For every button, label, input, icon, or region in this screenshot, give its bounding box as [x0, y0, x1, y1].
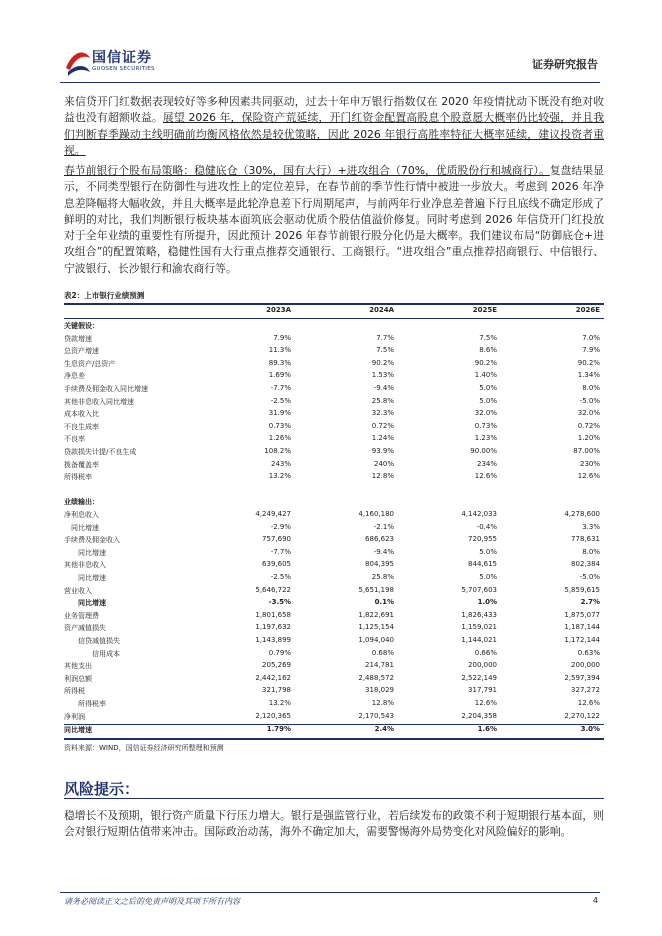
row-label: 手续费及佣金收入: [64, 536, 120, 545]
table-cell: 108.2%: [264, 447, 291, 455]
table-cell: 0.68%: [371, 648, 394, 657]
table-cell: 2,597,394: [564, 673, 600, 682]
table-cell: 1.40%: [474, 371, 497, 380]
row-label: 拨备覆盖率: [64, 460, 99, 469]
table-cell: 4,142,033: [461, 510, 497, 518]
brand-name-en: GUOSEN SECURITIES: [92, 66, 155, 72]
table-row: [64, 371, 604, 383]
table-cell: -7.7%: [270, 384, 291, 392]
table-cell: 25.8%: [371, 573, 394, 581]
footer-divider: [60, 892, 600, 893]
table-cell: -5.0%: [579, 573, 600, 581]
table-cell: 7.5%: [376, 346, 394, 355]
row-label: 信用成本: [64, 649, 120, 658]
row-label: 不良率: [64, 435, 85, 444]
row-label: 业务管理费: [64, 611, 99, 620]
table-cell: 2,442,162: [255, 673, 291, 682]
table-cell: 5,707,603: [461, 585, 497, 594]
table-row: [64, 674, 604, 686]
table-row: [64, 686, 604, 698]
table-cell: 12.8%: [371, 699, 394, 707]
table-cell: 5,646,722: [255, 585, 291, 594]
row-label: 总资产增速: [64, 347, 99, 356]
table-cell: 1,801,658: [255, 610, 291, 619]
table-cell: 4,160,180: [358, 510, 394, 518]
row-label: 信贷减值损失: [64, 637, 120, 645]
table-cell: 0.73%: [268, 421, 291, 430]
table-cell: 321,798: [262, 686, 291, 695]
table-cell: 12.6%: [474, 472, 497, 481]
table-cell: 7.7%: [376, 333, 394, 342]
table-cell: 230%: [579, 459, 600, 468]
table-cell: 1,094,040: [358, 636, 394, 644]
table-cell: 1,144,021: [461, 636, 497, 644]
table-cell: -9.4%: [373, 547, 394, 556]
table-cell: 5.0%: [479, 396, 497, 405]
row-label: 其他非息收入同比增速: [64, 397, 134, 406]
paragraph-seasonal-review-text: 来信贷开门红数据表现较好等多种因素共同驱动，过去十年申万银行指数仅在 2020 年疫情扰动下既没有绝对收益也没有超额收益。: [64, 95, 604, 125]
table-cell: 318,029: [365, 686, 394, 695]
table-row: [64, 359, 604, 371]
row-label: 利润总额: [64, 674, 92, 683]
table-row: [64, 661, 604, 673]
strategy-heading: 春节前银行个股布局策略：稳健底仓（30%，国有大行）+进攻组合（70%，优质股份行和城商行）。: [64, 164, 550, 177]
risk-paragraph: 稳增长不及预期，银行资产质量下行压力增大。银行是强监管行业，若后续发布的政策不利于短期银行基本面，则会对银行短期估值带来冲击。国际政治动荡，海外不确定加大，需要警惕海外局势变化对风险偏好的影响。: [64, 809, 604, 839]
table-cell: 13.2%: [268, 699, 291, 707]
table-cell: 0.63%: [577, 648, 600, 657]
table-cell: 639,605: [262, 560, 291, 569]
table-cell: 0.73%: [474, 421, 497, 430]
row-label: 营业收入: [64, 586, 92, 595]
table-cell: 844,615: [468, 560, 497, 569]
table-cell: 25.8%: [371, 396, 394, 405]
column-header-2026e: 2026E: [575, 306, 600, 314]
table-cell: 4,249,427: [255, 510, 291, 518]
brand-name-cn: 国信证券: [92, 50, 152, 66]
footer-disclaimer: 请务必阅读正文之后的免责声明及其项下所有内容: [64, 897, 240, 906]
table-cell: 2,170,543: [358, 711, 394, 720]
table-cell: 1.26%: [268, 434, 291, 443]
table-cell: 1,172,144: [564, 636, 600, 644]
table-cell: 0.72%: [577, 421, 600, 430]
row-label: 同比增速: [64, 726, 92, 735]
table-cell: 234%: [476, 459, 497, 468]
table-cell: 5,859,615: [564, 585, 600, 594]
table-cell: 2.7%: [580, 598, 600, 607]
table-cell: 1,187,144: [564, 623, 600, 632]
strategy-body: 复盘结果显示，不同类型银行在防御性与进攻性上的定位差异，在春节前的季节性行情中被进一步放大。考虑到 2026 年净息差降幅将大幅收敛，并且大概率是此轮净息差下行周期尾声，与前两年行业净息差普遍下行且底线不确定形成了鲜明的对比，我们判断银行板块基本面筑底会驱动优质个股估值溢价修复。同时考虑到 2026 年信贷开门红投放对于全年业绩的重要性有所提升，因此预计 2026 年春节前银行股分化仍是大概率。我们建议布局“防御底仓+进攻组合”的配置策略，稳健性国有大行重点推荐交通银行、工商银行。“进攻组合”重点推荐招商银行、中信银行、宁波银行、长沙银行和渝农商行等。: [64, 164, 605, 275]
table-cell: 1.23%: [474, 434, 497, 443]
table-cell: 32.3%: [371, 409, 394, 418]
table-cell: 32.0%: [474, 409, 497, 418]
table-row: [64, 510, 604, 522]
table-row: [64, 623, 604, 635]
table-row: [64, 699, 604, 711]
table-row: [64, 460, 604, 472]
table-row: [64, 409, 604, 421]
table-source-note: 资料来源：WIND，国信证券经济研究所整理和预测: [64, 744, 224, 752]
table-cell: 7.0%: [582, 333, 600, 342]
risk-section-divider: [64, 798, 604, 799]
table-cell: 5.0%: [479, 547, 497, 556]
table-cell: 2,270,122: [564, 711, 600, 720]
table-cell: 93.9%: [371, 447, 394, 455]
table-cell: 0.79%: [268, 648, 291, 657]
table-row: [64, 523, 604, 535]
table-cell: 240%: [373, 459, 394, 468]
row-label: 贷款损失计提/不良生成: [64, 448, 137, 456]
table-cell: 87.00%: [573, 447, 600, 455]
table-cell: 0.1%: [374, 598, 394, 607]
table-cell: 0.72%: [371, 421, 394, 430]
table-cell: 4,278,600: [564, 510, 600, 518]
table-cell: 804,395: [365, 560, 394, 569]
table-cell: 720,955: [468, 535, 497, 544]
table-row: [64, 447, 604, 459]
table-cell: 1.6%: [477, 725, 497, 734]
table-row: [64, 321, 604, 333]
table-cell: 12.6%: [577, 472, 600, 481]
table-row: [64, 598, 604, 610]
row-label: 业绩输出：: [64, 498, 99, 507]
table-cell: 1,125,154: [358, 623, 394, 632]
row-label: 净息差: [64, 372, 85, 381]
table-cell: 2.4%: [374, 725, 394, 734]
table-row: [64, 724, 604, 737]
paragraph-strategy: [64, 163, 604, 277]
table-cell: 8.0%: [582, 384, 600, 392]
table-cell: 802,384: [571, 560, 600, 569]
column-header-2023a: 2023A: [266, 306, 291, 314]
table-cell: 205,269: [262, 661, 291, 670]
table-cell: -2.1%: [373, 522, 394, 531]
table-row: [64, 384, 604, 396]
table-cell: 1,197,632: [255, 623, 291, 632]
table-cell: 778,631: [571, 535, 600, 544]
row-label: 贷款增速: [64, 334, 92, 343]
table-cell: -9.4%: [373, 384, 394, 392]
table-cell: 2,522,149: [461, 673, 497, 682]
table-cell: 5.0%: [479, 573, 497, 581]
table-row: [64, 560, 604, 572]
table-row: [64, 485, 604, 497]
table-cell: 31.9%: [268, 409, 291, 418]
page-header: [0, 0, 662, 84]
table-cell: 5,651,198: [358, 585, 394, 594]
table-title: 表2：上市银行业绩预测: [64, 291, 145, 300]
table-cell: 214,781: [365, 661, 394, 670]
table-cell: 2,204,358: [461, 711, 497, 720]
table-top-rule: [64, 303, 604, 305]
row-label: 净利润: [64, 712, 85, 721]
table-cell: 7.9%: [273, 333, 291, 342]
table-cell: 32.0%: [577, 409, 600, 418]
table-cell: -2.5%: [270, 573, 291, 581]
table-cell: -2.9%: [270, 522, 291, 531]
table-row: [64, 573, 604, 585]
table-cell: 90.2%: [371, 358, 394, 367]
row-label: 不良生成率: [64, 422, 99, 431]
row-label: 手续费及佣金收入同比增速: [64, 385, 148, 393]
table-cell: 12.8%: [371, 472, 394, 481]
table-row: [64, 346, 604, 358]
row-label: 同比增速: [64, 548, 106, 557]
table-cell: 1,822,691: [358, 610, 394, 619]
risk-section-title: 风险提示：: [64, 780, 140, 798]
table-cell: 200,000: [468, 661, 497, 670]
table-cell: 1,143,899: [255, 636, 291, 644]
paragraph-seasonal-review-outlook: 展望 2026 年，保险资产荒延续，开门红资金配置高股息个股意愿大概率仍比较强，并且我们判断春季躁动主线明确前均衡风格依然是较优策略，因此 2026 年银行高胜率特征大概率延续，建议投资者重视。: [64, 111, 605, 157]
table-cell: 1.79%: [266, 725, 291, 734]
table-cell: 1.0%: [477, 598, 497, 607]
table-cell: 1.34%: [577, 371, 600, 380]
table-cell: 11.3%: [268, 346, 291, 355]
table-header-rule: [64, 318, 604, 319]
table-cell: 757,690: [262, 535, 291, 544]
page-number: 4: [592, 896, 598, 905]
table-cell: 7.9%: [582, 346, 600, 355]
table-cell: 3.0%: [580, 725, 600, 734]
table-cell: -2.5%: [270, 396, 291, 405]
table-row: [64, 548, 604, 560]
row-label: 成本收入比: [64, 410, 99, 419]
table-cell: 1.69%: [268, 371, 291, 380]
table-row: [64, 334, 604, 346]
table-cell: 1,159,021: [461, 623, 497, 632]
row-label: 关键假设：: [64, 322, 99, 330]
table-cell: 8.0%: [582, 547, 600, 556]
row-label: 同比增速: [64, 599, 106, 608]
table-row: [64, 535, 604, 547]
table-row: [64, 712, 604, 724]
table-row: [64, 472, 604, 484]
row-label: 同比增速: [64, 574, 106, 582]
row-label: 所得税: [64, 687, 85, 696]
table-cell: -5.0%: [579, 396, 600, 405]
table-row: [64, 397, 604, 409]
table-cell: 90.2%: [577, 358, 600, 367]
table-cell: -7.7%: [270, 547, 291, 556]
table-cell: 1.53%: [371, 371, 394, 380]
table-bottom-rule: [64, 738, 604, 740]
table-cell: 90.2%: [474, 358, 497, 367]
table-cell: 2,120,365: [255, 711, 291, 720]
row-label: 所得税率: [64, 700, 106, 708]
table-row: [64, 611, 604, 623]
header-divider: [60, 82, 600, 83]
table-cell: 1,826,433: [461, 610, 497, 619]
table-row: [64, 497, 604, 509]
table-cell: 3.3%: [582, 522, 600, 531]
table-cell: -0.4%: [476, 522, 497, 531]
paragraph-seasonal-review: [64, 94, 604, 159]
table-cell: 0.66%: [474, 648, 497, 657]
table-cell: 1.20%: [577, 434, 600, 443]
row-label: 同比增速: [64, 523, 99, 532]
row-label: 所得税率: [64, 473, 92, 482]
column-header-2024a: 2024A: [369, 306, 394, 314]
table-cell: 7.5%: [479, 333, 497, 342]
column-header-2025e: 2025E: [472, 306, 497, 314]
table-cell: 1,875,077: [564, 610, 600, 619]
table-row: [64, 636, 604, 648]
table-row: [64, 434, 604, 446]
table-row: [64, 422, 604, 434]
row-label: 其他支出: [64, 662, 92, 671]
table-row: [64, 586, 604, 598]
table-cell: 13.2%: [268, 472, 291, 481]
table-cell: 12.6%: [577, 699, 600, 707]
row-label: 净利息收入: [64, 511, 99, 519]
table-cell: 8.6%: [479, 346, 497, 355]
table-cell: 200,000: [571, 661, 600, 670]
table-cell: 89.3%: [268, 358, 291, 367]
table-cell: 90.00%: [470, 447, 497, 455]
row-label: 其他非息收入: [64, 561, 106, 570]
row-label: 资产减值损失: [64, 624, 106, 633]
table-cell: 327,272: [571, 686, 600, 695]
table-cell: 686,623: [365, 535, 394, 544]
table-cell: 2,488,572: [358, 673, 394, 682]
table-cell: -3.5%: [268, 598, 291, 607]
row-label: 生息资产/总资产: [64, 359, 116, 368]
table-row: [64, 649, 604, 661]
table-cell: 12.6%: [474, 699, 497, 707]
table-cell: 5.0%: [479, 384, 497, 392]
report-type-title: 证券研究报告: [532, 58, 598, 71]
table-cell: 1.24%: [371, 434, 394, 443]
table-cell: 243%: [270, 459, 291, 468]
table-cell: 317,791: [468, 686, 497, 695]
